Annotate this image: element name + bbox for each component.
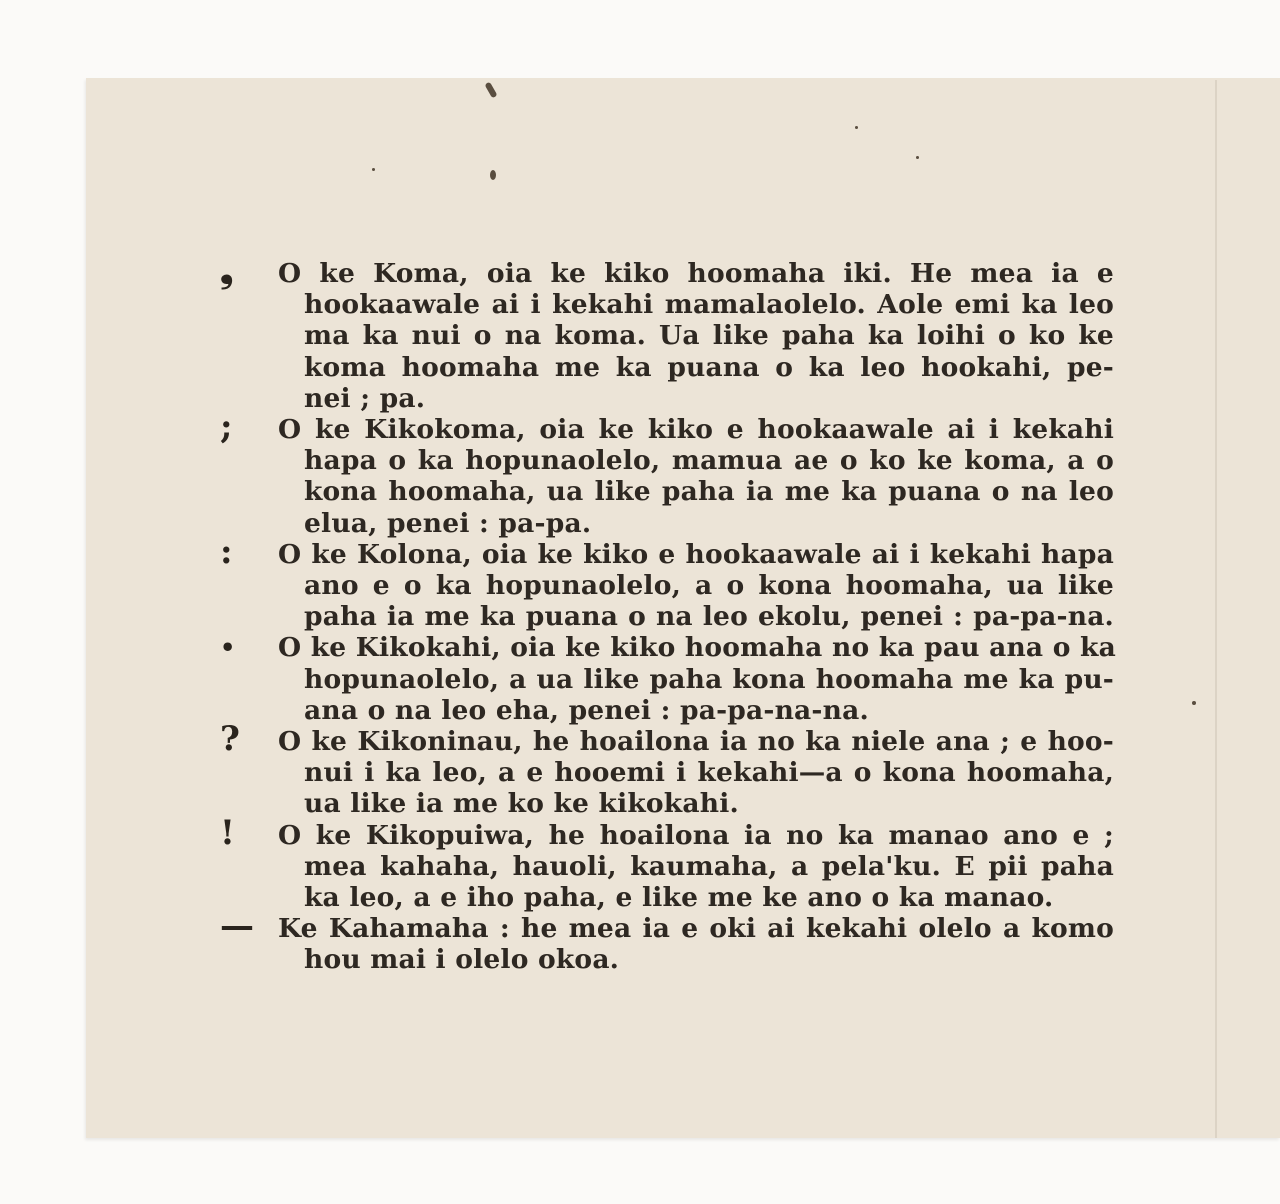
entry-text [278,539,1120,633]
entry-kolona [220,531,1120,633]
entry-line: koma hoomaha me ka puana o ka leo hookahi, pe- [304,351,1114,383]
entry-line: nui i ka leo, a e hooemi i kekahi—a o kona hoomaha, [304,757,1114,789]
entry-line: O ke Kolona, oia ke kiko e hookaawale ai i kekahi hapa [278,538,1114,570]
ink-speck [372,168,375,171]
entry-kikokoma [220,407,1120,539]
entry-line: O ke Kikokahi, oia ke kiko hoomaha no ka pau ana o ka [278,632,1116,664]
entry-line: Ke Kahamaha : he mea ia e oki ai kekahi olelo a komo [278,913,1114,945]
entry-line: ana o na leo eha, penei : pa-pa-na-na. [304,694,869,726]
entry-text [278,913,1120,975]
period-mark: • [220,633,236,663]
entry-line: ano e o ka hopunaolelo, a o kona hoomaha, ua like [304,570,1114,602]
entry-line: paha ia me ka puana o na leo ekolu, penei : pa-pa-na. [304,601,1114,633]
paper-fold-line [1215,80,1217,1138]
entry-line: elua, penei : pa-pa. [304,507,592,539]
entry-line: O ke Kikoninau, he hoailona ia no ka niele ana ; e hoo- [278,726,1114,758]
entry-koma [220,251,1120,414]
question-mark: ? [220,719,240,760]
semicolon-mark: ; [220,407,233,448]
entry-line: ua like ia me ko ke kikokahi. [304,788,739,820]
entry-line: O ke Kikopuiwa, he hoailona ia no ka manao ano e ; [278,819,1114,851]
colon-mark: : [220,531,233,572]
dash-mark: — [220,906,254,947]
entry-kikokahi [220,632,1120,726]
entry-line: hapa o ka hopunaolelo, mamua ae o ko ke koma, a o [304,445,1114,477]
ink-speck [1192,701,1196,705]
entry-kikoninau [220,719,1120,820]
entry-line: O ke Koma, oia ke kiko hoomaha iki. He mea ia e [278,258,1114,289]
exclamation-mark: ! [220,812,235,853]
entry-text [278,726,1120,820]
entry-text [278,414,1120,539]
entry-text [278,258,1120,414]
entry-kikopuiwa [220,812,1120,914]
entry-line: O ke Kikokoma, oia ke kiko e hookaawale ai i kekahi [278,414,1114,446]
entry-text [278,632,1120,726]
entry-line: ka leo, a e iho paha, e like me ke ano o ka manao. [304,882,1054,914]
entry-kahamaha [220,906,1120,976]
entry-line: hopunaolelo, a ua like paha kona hoomaha me ka pu- [304,663,1114,695]
entry-line: hou mai i olelo okoa. [304,944,620,976]
punctuation-guide [220,251,1120,976]
ink-speck [855,126,858,129]
ink-speck [916,156,919,159]
entry-line: hookaawale ai i kekahi mamalaolelo. Aole emi ka leo [304,289,1114,321]
entry-line: mea kahaha, hauoli, kaumaha, a pela'ku. E pii paha [304,850,1114,882]
entry-line: nei ; pa. [304,382,426,414]
entry-text [278,820,1120,914]
ink-speck [490,170,496,180]
comma-mark: ❟ [220,251,234,291]
entry-line: ma ka nui o na koma. Ua like paha ka loihi o ko ke [304,320,1114,352]
entry-line: kona hoomaha, ua like paha ia me ka puana o na leo [304,476,1114,508]
